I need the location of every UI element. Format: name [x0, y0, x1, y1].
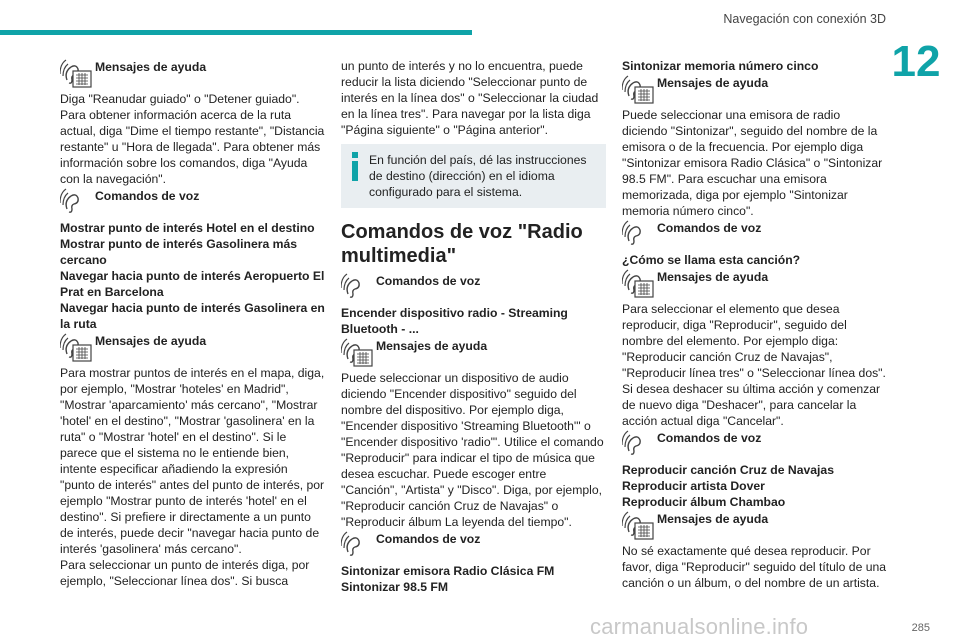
voice-commands-header [341, 530, 606, 563]
paragraph: un punto de interés y no lo encuentra, puede reducir la lista diciendo "Seleccionar punto de interés en la línea dos" o "Seleccionar la ciudad en la línea tres". Para navegar por la lista diga "Página siguiente" o "Página anterior". [341, 59, 599, 137]
help-messages-header [341, 337, 606, 370]
page-number: 285 [911, 622, 930, 634]
voice-commands-label: Comandos de voz [657, 431, 762, 445]
section-heading: Comandos de voz "Radio multimedia" [341, 221, 583, 267]
voice-commands-label: Comandos de voz [95, 189, 200, 203]
voice-commands-header [60, 187, 325, 220]
paragraph: Diga "Reanudar guiado" o "Detener guiado". Para obtener información acerca de la ruta actual, diga "Dime el tiempo restante", "Distancia restante" u "Hora de llegada". Para obtener más información sobre los comandos, diga "Ayuda con la navegación". [60, 92, 325, 186]
voice-commands-label: Comandos de voz [657, 221, 762, 235]
help-messages-header [60, 58, 325, 91]
voice-command: Reproducir canción Cruz de Navajas [622, 463, 834, 477]
voice-command: Mostrar punto de interés Gasolinera más cercano [60, 237, 298, 267]
voice-commands-header [341, 272, 606, 305]
voice-command: Sintonizar emisora Radio Clásica FM [341, 564, 555, 578]
voice-command-icon [60, 187, 95, 220]
help-messages-header [60, 332, 325, 365]
info-text: En función del país, dé las instrucciones de destino (dirección) en el idioma configurado para el sistema. [369, 153, 587, 199]
voice-command: Sintonizar 98.5 FM [341, 580, 448, 594]
voice-command: Mostrar punto de interés Hotel en el destino [60, 221, 315, 235]
watermark: carmanualsonline.info [590, 614, 809, 639]
voice-command: Reproducir artista Dover [622, 479, 765, 493]
voice-command: ¿Cómo se llama esta canción? [622, 253, 801, 267]
column-3 [622, 58, 887, 591]
help-messages-header [622, 74, 887, 107]
paragraph: Puede seleccionar una emisora de radio diciendo "Sintonizar", seguido del nombre de la emisora o de la frecuencia. Por ejemplo diga "Sintonizar emisora Radio Clásica" o "Sintonizar 98.5 FM". Para escuchar una emisora memorizada, diga por ejemplo "Sintonizar memoria número cinco". [622, 108, 883, 218]
help-messages-header [622, 510, 887, 543]
help-messages-icon [341, 337, 376, 370]
voice-commands-label: Comandos de voz [376, 532, 481, 546]
help-messages-label: Mensajes de ayuda [657, 76, 769, 90]
help-messages-label: Mensajes de ayuda [95, 334, 207, 348]
paragraph: Puede seleccionar un dispositivo de audio diciendo "Encender dispositivo" seguido del nombre del dispositivo. Por ejemplo diga, "Encender dispositivo 'Streaming Bluetooth'" o "Encender dispositivo 'radio'". Utilice el comando "Reproducir" para indicar el tipo de música que desea escuchar. Puede escoger entre "Canción", "Artista" y "Disco". Diga, por ejemplo, "Reproducir canción Cruz de Navajas" o "Reproducir álbum La leyenda del tiempo". [341, 371, 604, 529]
column-1 [60, 58, 325, 589]
voice-command-icon [622, 219, 657, 252]
voice-command-icon [341, 272, 376, 305]
paragraph: Para seleccionar un punto de interés diga, por ejemplo, "Seleccionar línea dos". Si busca [60, 558, 310, 588]
voice-command-icon [622, 429, 657, 462]
paragraph: No sé exactamente qué desea reproducir. Por favor, diga "Reproducir" seguido del título de una canción o un álbum, o del nombre de un artista. [622, 544, 887, 590]
help-messages-icon [622, 268, 657, 301]
help-messages-label: Mensajes de ayuda [657, 512, 769, 526]
section-title: Navegación con conexión 3D [723, 12, 886, 26]
chapter-number: 12 [891, 37, 941, 86]
voice-commands-label: Comandos de voz [376, 274, 481, 288]
voice-commands-header [622, 429, 887, 462]
voice-command-icon [341, 530, 376, 563]
voice-command: Reproducir álbum Chambao [622, 495, 786, 509]
column-2 [341, 58, 606, 595]
header-accent-bar [0, 30, 472, 35]
voice-command: Navegar hacia punto de interés Gasolinera en la ruta [60, 301, 325, 331]
paragraph: Para mostrar puntos de interés en el mapa, diga, por ejemplo, "Mostrar 'hoteles' en Madrid", "Mostrar 'aparcamiento' más cercano", "Mostrar 'hotel' en el destino", "Mostrar 'gasolinera' en la ruta" o "Mostrar 'hotel' en el destino". Si le parece que el sistema no le entiende bien, intente especificar añadiendo la expresión "punto de interés" antes del punto de interés, por ejemplo "Mostrar punto de interés 'hotel' en el destino". Si prefiere ir directamente a un punto de interés, puede decir "navegar hacia punto de interés 'gasolinera' más cercano". [60, 366, 325, 556]
help-messages-label: Mensajes de ayuda [657, 270, 769, 284]
voice-command: Encender dispositivo radio - Streaming Bluetooth - ... [341, 306, 568, 336]
paragraph: Para seleccionar el elemento que desea reproducir, diga "Reproducir", seguido del nombre del elemento. Por ejemplo diga: "Reproducir canción Cruz de Navajas", "Reproducir línea tres" o "Seleccionar línea dos". Si desea deshacer su última acción y comenzar de nuevo diga "Deshacer", para cancelar la acción actual diga "Cancelar". [622, 302, 886, 428]
help-messages-icon [60, 58, 95, 91]
info-icon [349, 152, 361, 182]
help-messages-label: Mensajes de ayuda [95, 60, 207, 74]
help-messages-icon [622, 510, 657, 543]
help-messages-header [622, 268, 887, 301]
help-messages-icon [60, 332, 95, 365]
voice-command: Navegar hacia punto de interés Aeropuerto El Prat en Barcelona [60, 269, 325, 299]
voice-command: Sintonizar memoria número cinco [622, 59, 819, 73]
help-messages-icon [622, 74, 657, 107]
help-messages-label: Mensajes de ayuda [376, 339, 488, 353]
info-box [341, 144, 606, 208]
voice-commands-header [622, 219, 887, 252]
